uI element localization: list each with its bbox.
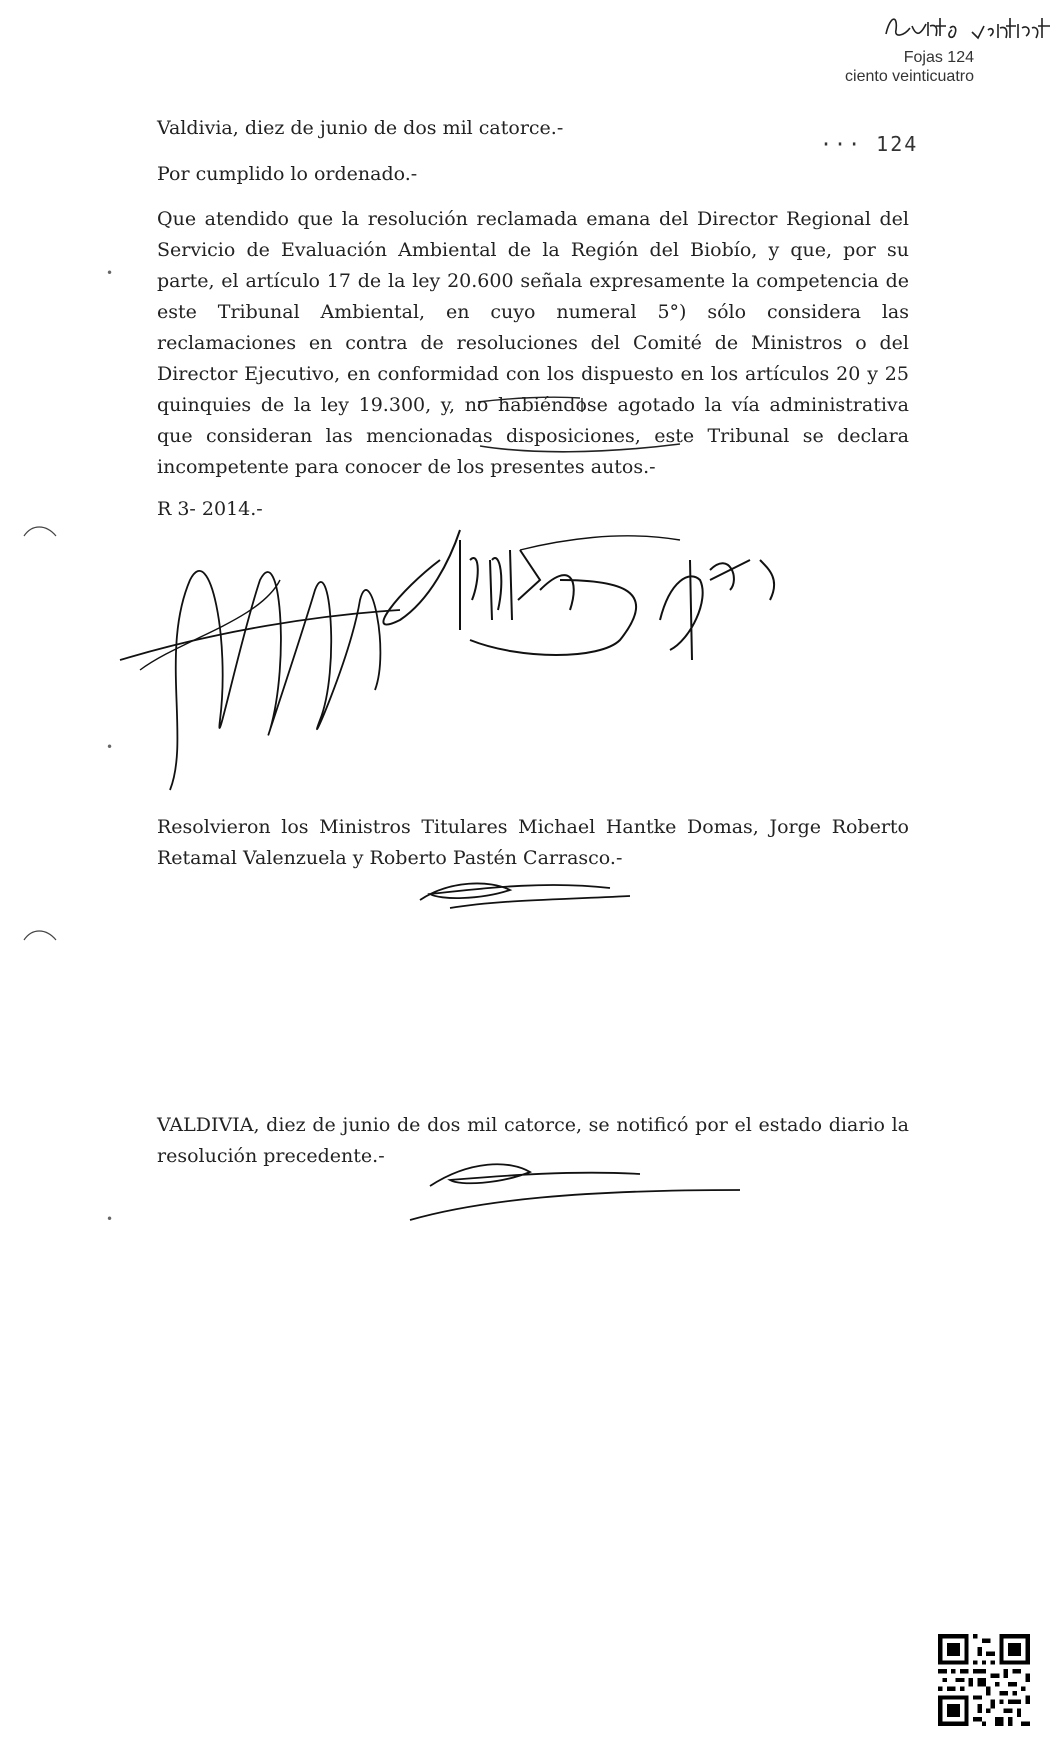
margin-arc-mark [20,520,60,540]
fojas-words: ciento veinticuatro [845,68,974,85]
stray-mark: • [106,266,114,280]
ministers-line: Resolvieron los Ministros Titulares Michael Hantke Domas, Jorge Roberto Retamal Valenzuela y Roberto Pastén Carrasco.- [157,816,909,869]
secretary-signature [410,860,650,920]
stamp-number: ··· 124 [820,132,919,156]
judges-signatures [100,520,860,800]
cumplido-line: Por cumplido lo ordenado.- [157,163,418,185]
fojas-stamp [845,48,974,86]
margin-arc-mark [20,924,60,944]
notification-signature [400,1140,760,1230]
notification-line: VALDIVIA, diez de junio de dos mil catorce, se notificó por el estado diario la resolución precedente.- [157,1114,909,1167]
qr-code [938,1634,1030,1726]
fojas-label: Fojas 124 [903,49,974,66]
resolution-body: Que atendido que la resolución reclamada emana del Director Regional del Servicio de Evaluación Ambiental de la Región del Biobío, y que, por su parte, el artículo 17 de la ley 20.600 señala expresamente la competencia de este Tribunal Ambiental, en cuyo numeral 5°) sólo considera las reclamaciones en contra de resoluciones del Comité de Ministros o del Director Ejecutivo, en conformidad con los dispuesto en los artículos 20 y 25 quinquies de la ley 19.300, y, no habiéndose agotado la vía administrativa que consideran las mencionadas disposiciones, este Tribunal se declara incompetente para conocer de los presentes autos.- [157,208,909,478]
stray-mark: • [106,740,114,754]
handwritten-underline-marks [470,378,700,458]
case-number: R 3- 2014.- [157,498,263,520]
handwritten-folio-number [880,6,1056,46]
date-line: Valdivia, diez de junio de dos mil catorce.- [157,117,564,139]
stray-mark: • [106,1212,114,1226]
